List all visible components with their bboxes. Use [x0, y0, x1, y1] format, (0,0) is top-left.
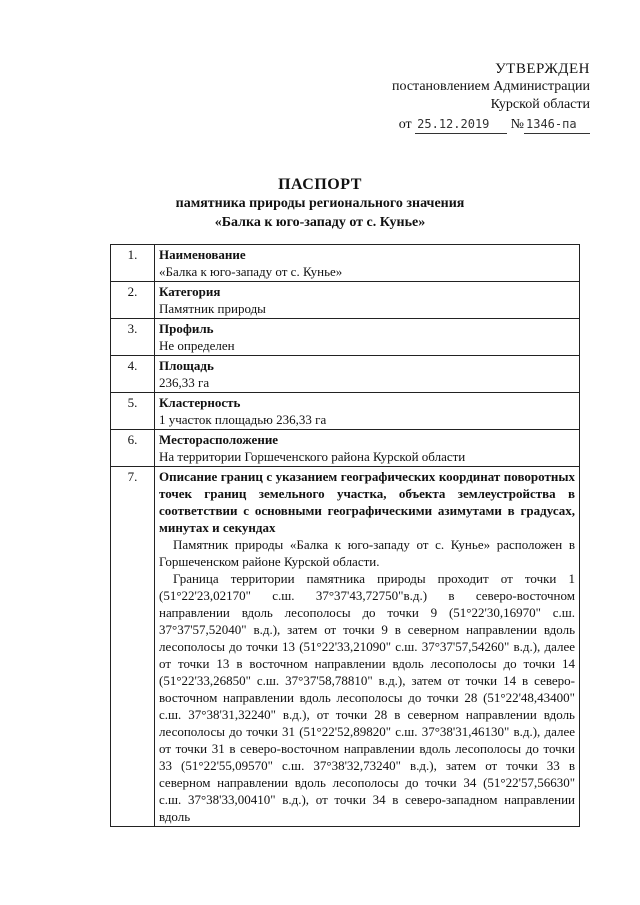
row-content — [155, 245, 580, 282]
row-label: Кластерность — [159, 395, 241, 410]
document-subtitle-1: памятника природы регионального значения — [175, 196, 465, 211]
row-value: «Балка к юго-западу от с. Кунье» — [159, 264, 343, 279]
row-label: Описание границ с указанием географических координат поворотных точек границ земельного участка, объекта землеустройства в соответствии с основными географическими азимутами в градусах, минутах и секундах — [159, 469, 575, 535]
row-content — [155, 319, 580, 356]
row-number: 3. — [111, 319, 155, 356]
approval-title: УТВЕРЖДЕН — [495, 61, 590, 77]
row-label: Наименование — [159, 247, 246, 262]
table-row — [111, 319, 580, 356]
row-label: Категория — [159, 284, 221, 299]
document-subtitle-2: «Балка к юго-западу от с. Кунье» — [214, 215, 426, 230]
row-content — [155, 282, 580, 319]
row-label: Площадь — [159, 358, 214, 373]
row-content — [155, 467, 580, 827]
table-row — [111, 393, 580, 430]
table-row — [111, 356, 580, 393]
row-value: 236,33 га — [159, 375, 210, 390]
row-label: Месторасположение — [159, 432, 279, 447]
row-value: 1 участок площадью 236,33 га — [159, 412, 327, 427]
row-number: 6. — [111, 430, 155, 467]
table-row — [111, 282, 580, 319]
row-content — [155, 393, 580, 430]
document-title: ПАСПОРТ — [278, 176, 362, 193]
passport-table — [110, 244, 580, 827]
row-content — [155, 430, 580, 467]
row-value: Не определен — [159, 338, 235, 353]
boundary-paragraph-2: Граница территории памятника природы проходит от точки 1 (51°22'23,02170" с.ш. 37°37'43,72750"в.д.) в северо-восточном направлении вдоль лесополосы до точки 9 (51°22'30,16970" с.ш. 37°37'57,52040" в.д.), затем от точки 9 в северном направлении вдоль лесополосы до точки 13 (51°22'33,21090" с.ш. 37°37'57,54260" в.д.), далее от точки 13 в восточном направлении вдоль лесополосы до точки 14 (51°22'33,26850" с.ш. 37°37'58,78810" в.д.), затем от точки 14 в северо-восточном направлении вдоль лесополосы до точки 28 (51°22'48,43400" с.ш. 37°38'31,32240" в.д.), от точки 28 в северном направлении вдоль лесополосы до точки 31 (51°22'52,89820" с.ш. 37°38'31,46130" в.д.), далее от точки 31 в северо-восточном направлении вдоль лесополосы до точки 33 (51°22'55,09570" с.ш. 37°38'32,73240" в.д.), затем от точки 33 в северном направлении вдоль лесополосы до точки 34 (51°22'57,56630" с.ш. 37°38'33,00410" в.д.), от точки 34 в северо-западном направлении вдоль — [159, 571, 575, 824]
approval-date: 25.12.2019 — [415, 115, 507, 134]
table-row — [111, 467, 580, 827]
approval-number: 1346-па — [524, 115, 590, 134]
row-content — [155, 356, 580, 393]
approval-stamp — [350, 60, 590, 134]
document-heading — [0, 175, 640, 232]
approval-line-2: Курской области — [490, 97, 590, 112]
row-number: 1. — [111, 245, 155, 282]
row-value: Памятник природы — [159, 301, 266, 316]
boundary-paragraph-1: Памятник природы «Балка к юго-западу от с. Кунье» расположен в Горшеченском районе Курской области. — [159, 537, 575, 569]
row-number: 5. — [111, 393, 155, 430]
approval-line-1: постановлением Администрации — [392, 79, 590, 94]
approval-from-label: от — [398, 117, 412, 132]
row-value: На территории Горшеченского района Курской области — [159, 449, 466, 464]
row-number: 7. — [111, 467, 155, 827]
row-number: 2. — [111, 282, 155, 319]
table-row — [111, 430, 580, 467]
approval-date-line — [350, 115, 590, 134]
row-label: Профиль — [159, 321, 214, 336]
row-number: 4. — [111, 356, 155, 393]
approval-number-label: № — [510, 117, 524, 132]
table-row — [111, 245, 580, 282]
